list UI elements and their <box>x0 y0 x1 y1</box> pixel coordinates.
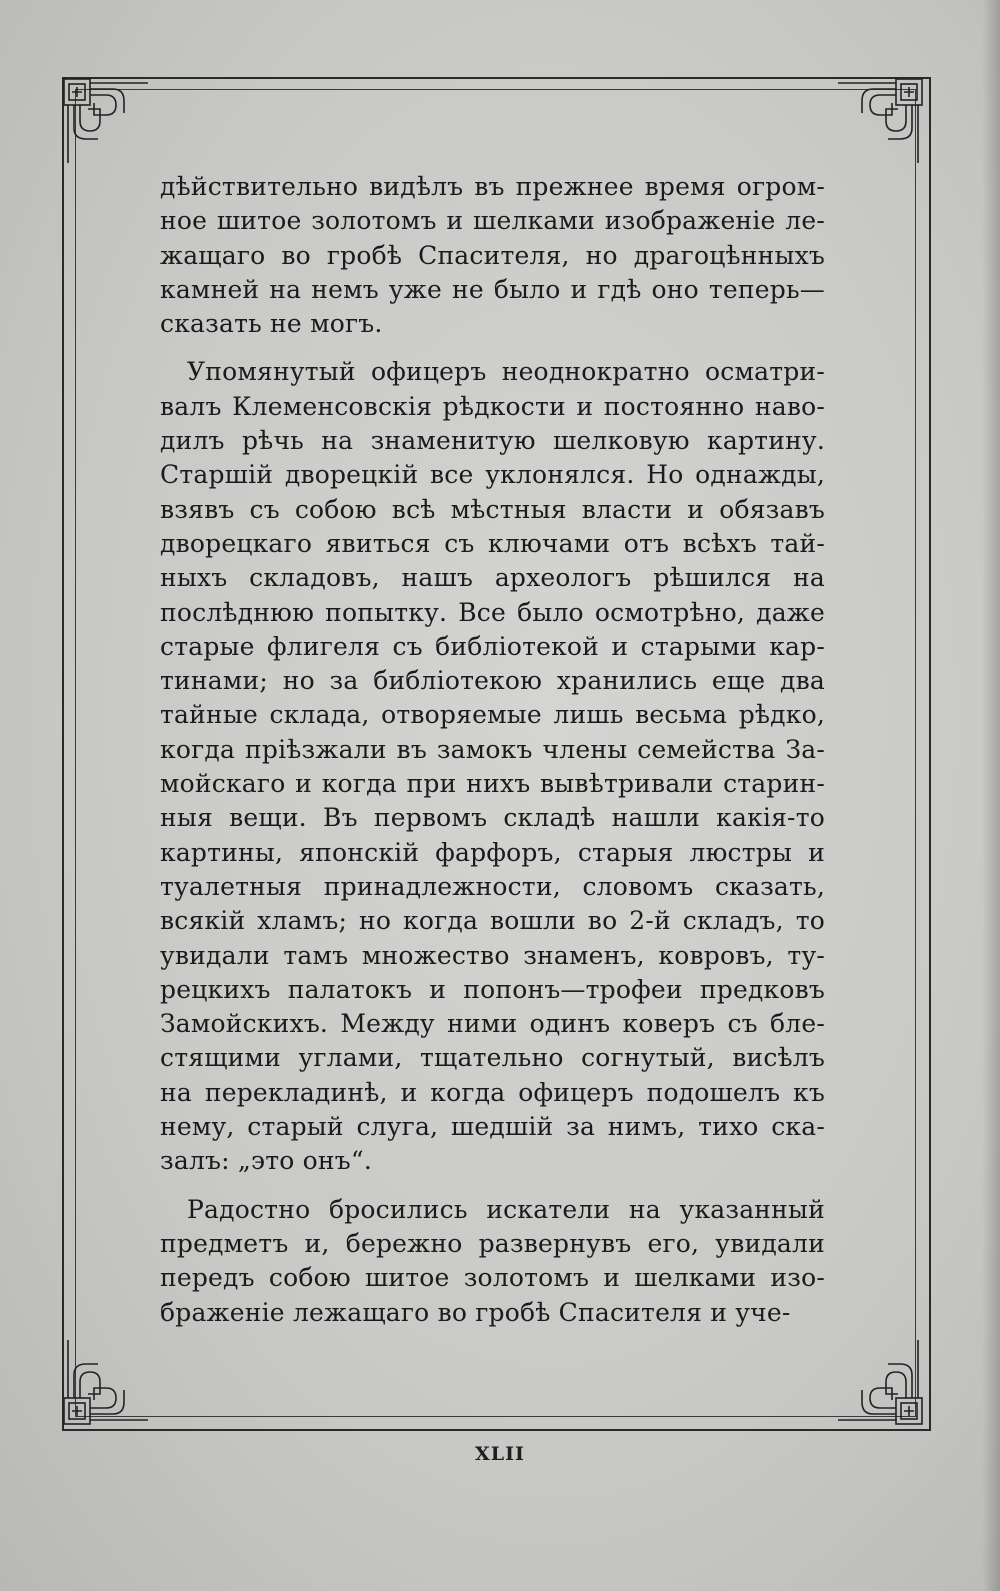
paragraph <box>160 170 825 341</box>
paragraph <box>160 1193 825 1330</box>
text-line: камней на немъ уже не было и гдѣ оно теперь— <box>160 274 825 304</box>
text-line: старые флигеля съ библiотекой и старыми кар- <box>160 631 825 661</box>
text-line: валъ Клеменсовскiя рѣдкости и постоянно наво- <box>160 391 825 421</box>
text-line: на перекладинѣ, и когда офицеръ подошелъ къ <box>160 1077 825 1107</box>
text-line: картины, японскiй фарфоръ, старыя люстры и <box>160 837 825 867</box>
text-line: Старшiй дворецкiй все уклонялся. Но однажды, <box>160 460 825 490</box>
text-line: браженiе лежащаго во гробѣ Спасителя и уче- <box>160 1297 791 1327</box>
text-line: тайные склада, отворяемые лишь весьма рѣдко, <box>160 700 825 730</box>
text-line: нему, старый слуга, шедшiй за нимъ, тихо ска- <box>160 1112 825 1142</box>
text-line: мойскаго и когда при нихъ вывѣтривали старин- <box>160 769 825 799</box>
paragraph-gap <box>160 1179 825 1193</box>
corner-ornament-top-left <box>58 73 150 165</box>
text-line: Радостно бросились искатели на указанный <box>187 1194 825 1224</box>
text-line: стящими углами, тщательно согнутый, висѣлъ <box>160 1043 825 1073</box>
corner-ornament-bottom-left <box>58 1338 150 1430</box>
text-line: увидали тамъ множество знаменъ, ковровъ, ту- <box>160 940 825 970</box>
paragraph <box>160 355 825 1178</box>
text-line: залъ: „это онъ“. <box>160 1146 373 1176</box>
text-line: туалетныя принадлежности, словомъ сказать, <box>160 871 825 901</box>
text-line: дѣйствительно видѣлъ въ прежнее время огром- <box>160 172 825 201</box>
corner-ornament-bottom-right <box>836 1338 928 1430</box>
text-line: рецкихъ палатокъ и попонъ—трофеи предковъ <box>160 974 825 1004</box>
text-line: когда прiѣзжали въ замокъ члены семейства За- <box>160 734 825 764</box>
text-line: Замойскихъ. Между ними одинъ коверъ съ бле- <box>160 1009 825 1039</box>
text-line: всякiй хламъ; но когда вошли во 2-й складъ, то <box>160 906 825 936</box>
text-line: взявъ съ собою всѣ мѣстныя власти и обязавъ <box>160 494 825 524</box>
binding-shadow <box>982 0 1000 1591</box>
text-line: тинами; но за библiотекою хранились еще два <box>160 666 825 696</box>
body-text <box>160 170 825 1330</box>
text-line: послѣднюю попытку. Все было осмотрѣно, даже <box>160 597 825 627</box>
text-line: сказать не могъ. <box>160 309 383 339</box>
page-number: XLII <box>475 1443 525 1465</box>
text-line: жащаго во гробѣ Спасителя, но драгоцѣнныхъ <box>160 240 825 270</box>
text-line: передъ собою шитое золотомъ и шелками изо- <box>160 1263 825 1293</box>
text-line: предметъ и, бережно развернувъ его, увидали <box>160 1228 825 1258</box>
text-line: ное шитое золотомъ и шелками изображенiе ле- <box>160 206 825 236</box>
paragraph-gap <box>160 341 825 355</box>
text-line: дворецкаго явиться съ ключами отъ всѣхъ тай- <box>160 528 825 558</box>
text-line: ныя вещи. Въ первомъ складѣ нашли какiя-то <box>160 803 825 833</box>
text-line: Упомянутый офицеръ неоднократно осматри- <box>187 357 825 387</box>
text-line: дилъ рѣчь на знаменитую шелковую картину. <box>160 426 825 456</box>
text-line: ныхъ складовъ, нашъ археологъ рѣшился на <box>160 563 825 593</box>
corner-ornament-top-right <box>836 73 928 165</box>
